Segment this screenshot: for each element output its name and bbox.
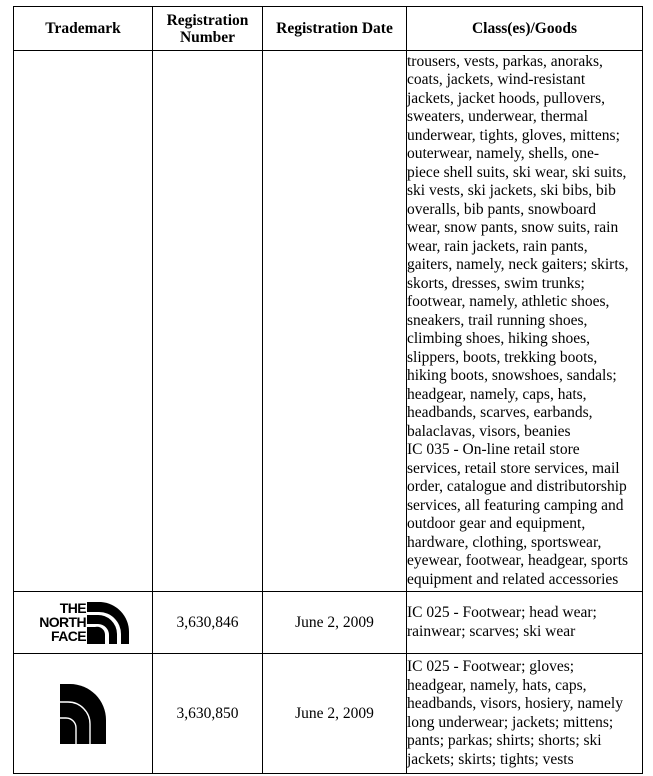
goods-line: piece shell suits, ski wear, ski suits,	[407, 163, 627, 181]
trademark-cell	[14, 654, 153, 774]
goods-cell	[407, 654, 643, 774]
goods-line: jackets, jacket hoods, pullovers,	[407, 89, 606, 107]
goods-line: balaclavas, visors, beanies	[407, 422, 571, 440]
table-row	[14, 592, 643, 654]
registration-number-cell: 3,630,850	[153, 654, 263, 774]
the-north-face-logo-icon	[35, 598, 131, 648]
logo-word-face: FACE	[51, 627, 86, 644]
header-registration-date: Registration Date	[263, 7, 407, 51]
goods-line: headbands, visors, hosiery, namely	[407, 695, 623, 712]
header-classes-goods: Class(es)/Goods	[407, 7, 643, 51]
goods-line: IC 025 - Footwear; gloves;	[407, 658, 575, 675]
goods-line: IC 035 - On-line retail store	[407, 441, 580, 459]
registration-number-cell	[153, 51, 263, 592]
goods-line: outdoor gear and equipment,	[407, 515, 586, 533]
goods-line: wear, rain jackets, rain pants,	[407, 237, 588, 255]
trademark-table	[13, 6, 643, 774]
goods-line: slippers, boots, trekking boots,	[407, 348, 598, 366]
goods-line: underwear, tights, gloves, mittens;	[407, 126, 620, 144]
trademark-cell	[14, 51, 153, 592]
header-registration-number	[153, 7, 263, 51]
registration-date-cell: June 2, 2009	[263, 592, 407, 654]
goods-line: skorts, dresses, swim trunks;	[407, 274, 585, 292]
goods-line: coats, jackets, wind-resistant	[407, 71, 586, 89]
registration-date-cell: June 2, 2009	[263, 654, 407, 774]
goods-line: pants; parkas; shirts; shorts; ski	[407, 732, 602, 749]
header-registration-number-line2: Number	[179, 28, 236, 46]
table-row	[14, 51, 643, 592]
goods-line: ski vests, ski jackets, ski bibs, bib	[407, 182, 616, 200]
registration-date-cell	[263, 51, 407, 592]
goods-line: footwear, namely, athletic shoes,	[407, 293, 610, 311]
goods-line: order, catalogue and distributorship	[407, 478, 627, 496]
goods-line: jackets; skirts; tights; vests	[407, 750, 574, 768]
goods-line: wear, snow pants, snow suits, rain	[407, 219, 619, 237]
logo-word-the: THE	[59, 599, 86, 616]
goods-line: gaiters, namely, neck gaiters; skirts,	[407, 256, 629, 274]
goods-line: sweaters, underwear, thermal	[407, 108, 588, 126]
header-trademark: Trademark	[14, 7, 153, 51]
logo-word-north: NORTH	[39, 613, 86, 630]
table-row	[14, 654, 643, 774]
goods-line: services, all featuring camping and	[407, 496, 624, 514]
half-dome-logo-icon	[58, 682, 108, 746]
goods-cell	[407, 51, 643, 592]
goods-line: outerwear, namely, shells, one-	[407, 145, 600, 163]
goods-line: sneakers, trail running shoes,	[407, 311, 588, 329]
header-row	[14, 7, 643, 51]
goods-line: headbands, scarves, earbands,	[407, 404, 593, 422]
goods-line: overalls, bib pants, snowboard	[407, 200, 596, 218]
goods-line: headgear, namely, caps, hats,	[407, 385, 587, 403]
goods-line: eyewear, footwear, headgear, sports	[407, 552, 629, 570]
trademark-cell	[14, 592, 153, 654]
goods-line: climbing shoes, hiking shoes,	[407, 330, 590, 348]
goods-line: rainwear; scarves; ski wear	[407, 622, 576, 640]
goods-line: hardware, clothing, sportswear,	[407, 533, 602, 551]
goods-line: trousers, vests, parkas, anoraks,	[407, 52, 603, 70]
header-registration-number-line1: Registration	[166, 11, 249, 29]
registration-number-cell: 3,630,846	[153, 592, 263, 654]
goods-line: IC 025 - Footwear; head wear;	[407, 604, 597, 621]
goods-line: equipment and related accessories	[407, 570, 619, 588]
goods-line: services, retail store services, mail	[407, 459, 620, 477]
goods-line: headgear, namely, hats, caps,	[407, 676, 587, 694]
goods-line: long underwear; jackets; mittens;	[407, 713, 614, 731]
goods-line: hiking boots, snowshoes, sandals;	[407, 367, 617, 385]
goods-cell	[407, 592, 643, 654]
